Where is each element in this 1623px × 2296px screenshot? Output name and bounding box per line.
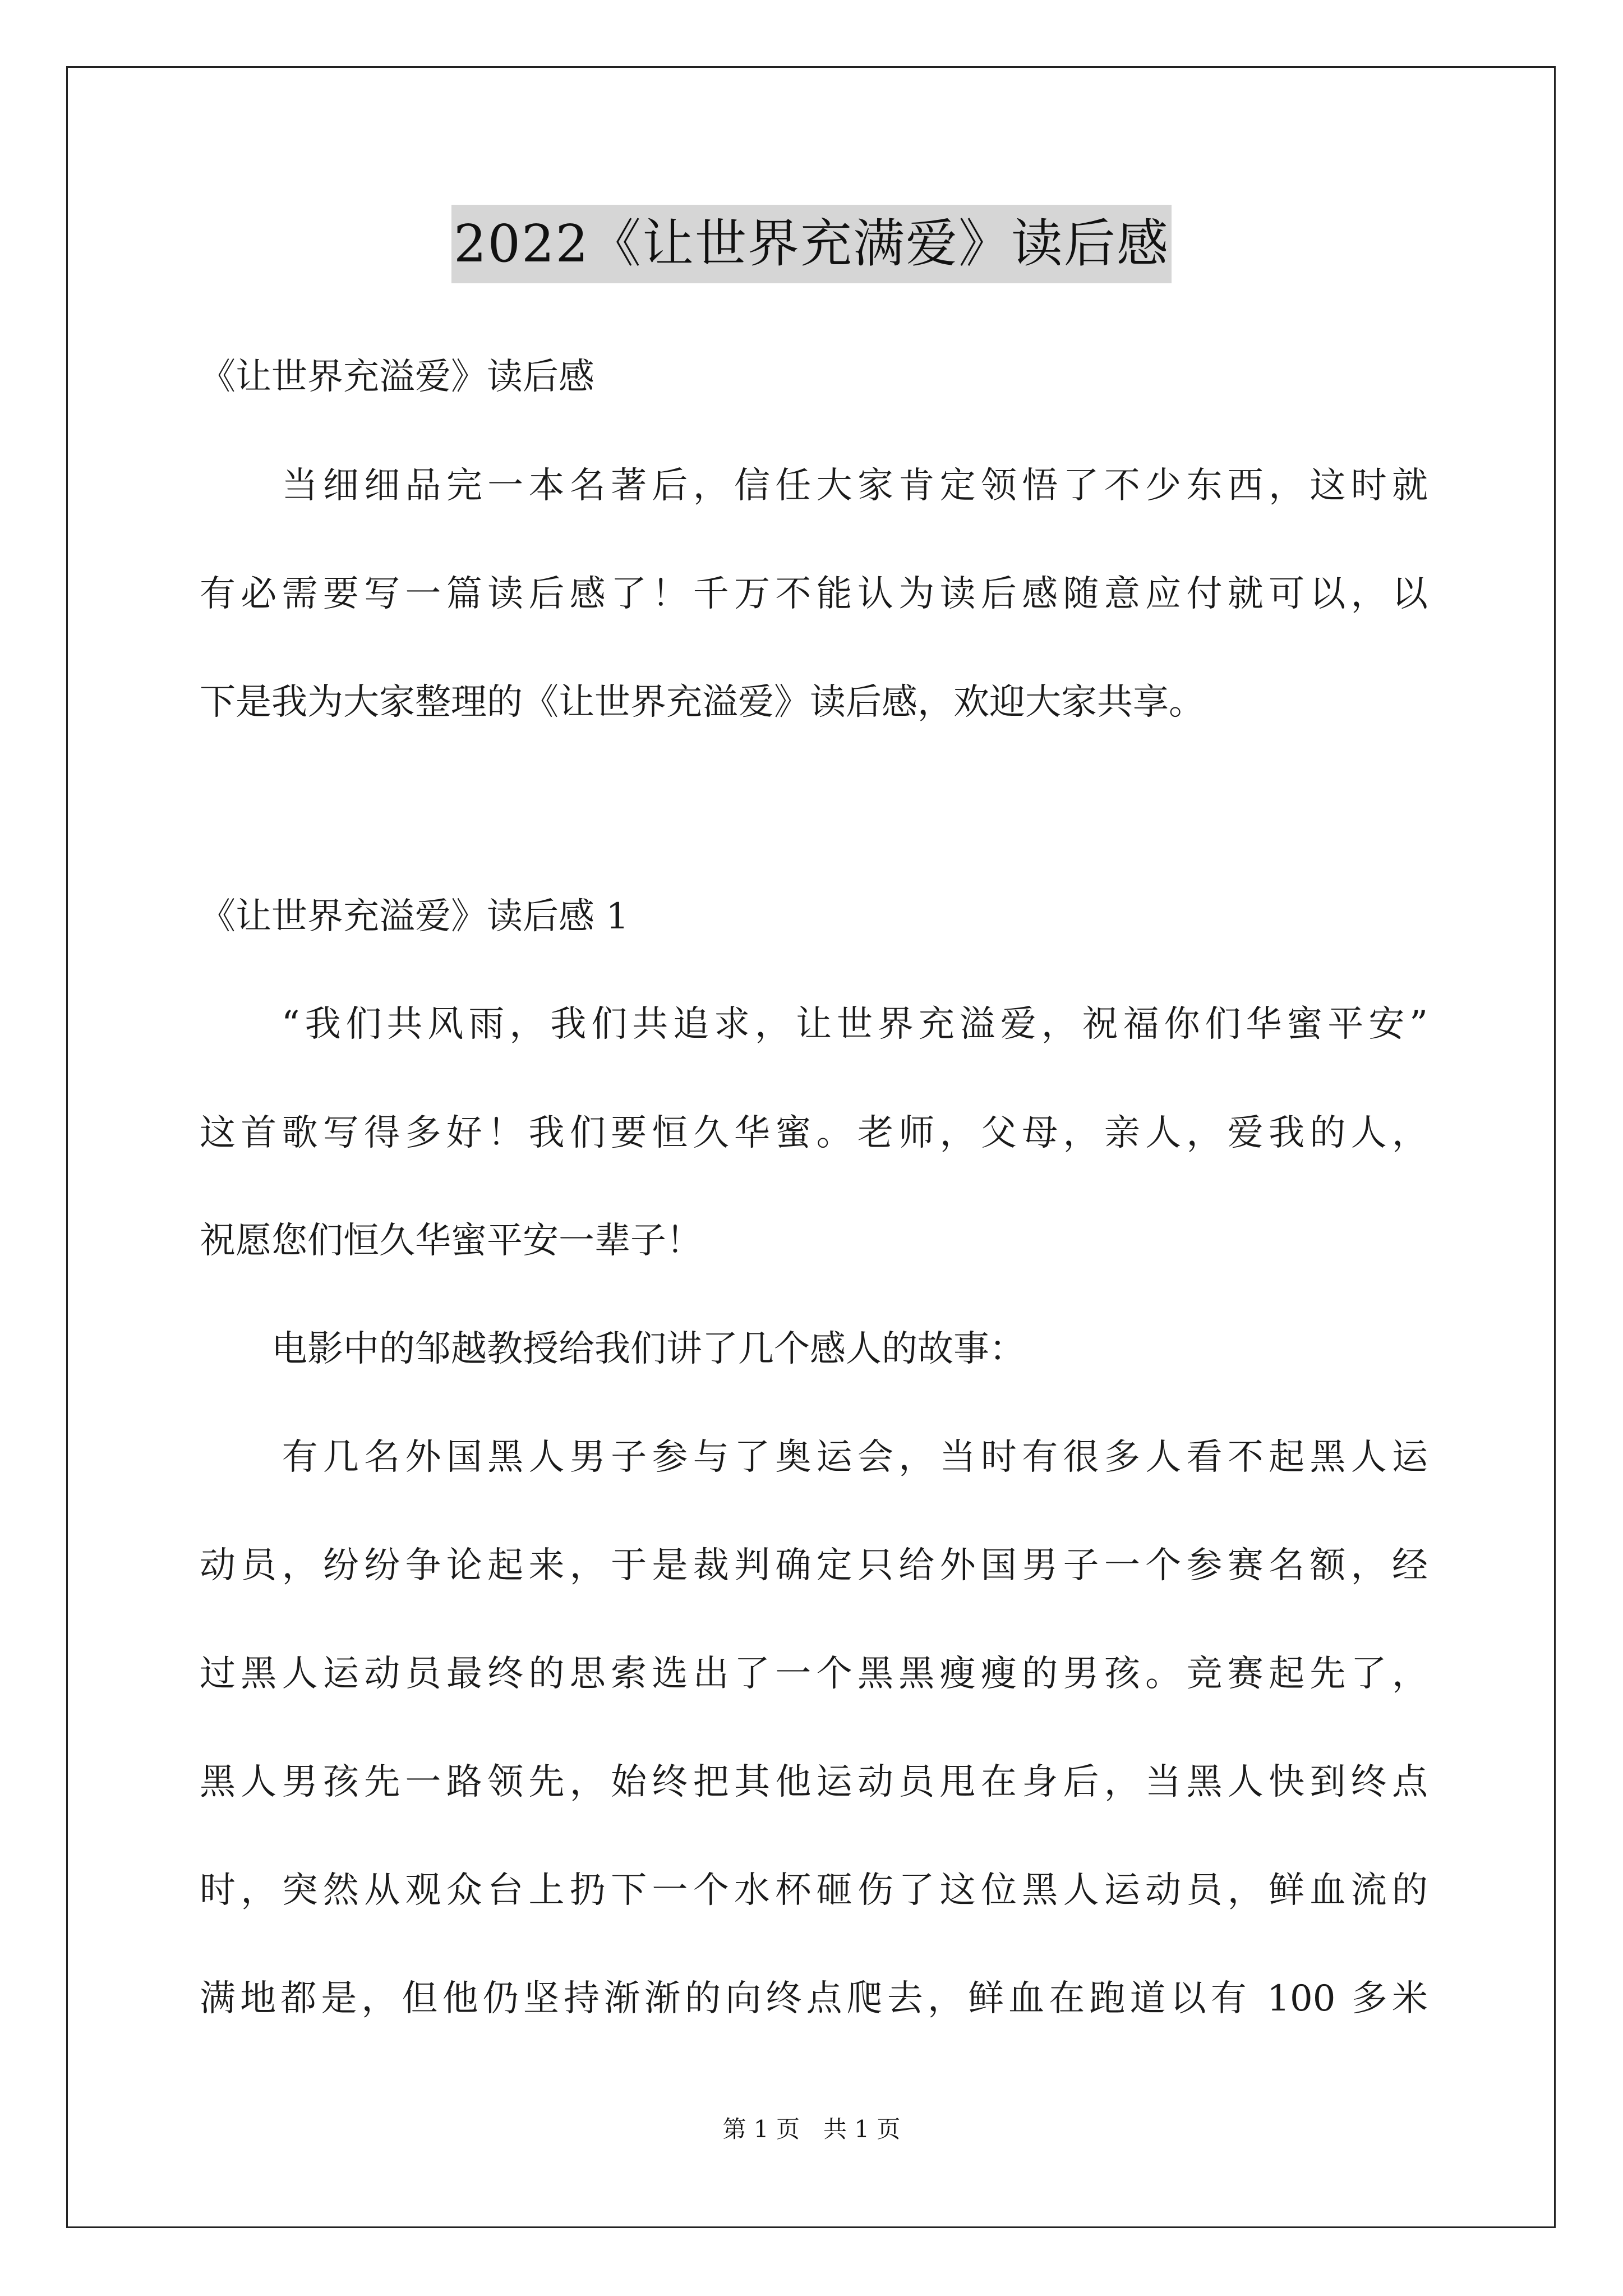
page-footer: 第 1 页 共 1 页 <box>722 2115 901 2143</box>
section-heading: 《让世界充溢爱》读后感 1 <box>200 896 629 937</box>
paragraph-line: 动员，纷纷争论起来，于是裁判确定只给外国男子一个参赛名额，经 <box>200 1545 1428 1586</box>
title-container <box>0 205 1623 283</box>
subtitle: 《让世界充溢爱》读后感 <box>200 356 594 398</box>
intro-line: 有必需要写一篇读后感了！千万不能认为读后感随意应付就可以，以 <box>200 573 1428 615</box>
paragraph-line: 满地都是，但他仍坚持渐渐的向终点爬去，鲜血在跑道以有 100 多米 <box>200 1978 1428 2019</box>
intro-line: 下是我为大家整理的《让世界充溢爱》读后感，欢迎大家共享。 <box>200 682 1205 723</box>
paragraph-line: 黑人男孩先一路领先，始终把其他运动员甩在身后，当黑人快到终点 <box>200 1761 1428 1803</box>
paragraph-line: 祝愿您们恒久华蜜平安一辈子！ <box>200 1220 702 1262</box>
paragraph-line: 这首歌写得多好！我们要恒久华蜜。老师，父母，亲人，爱我的人， <box>200 1112 1428 1154</box>
paragraph-line: 过黑人运动员最终的思索选出了一个黑黑瘦瘦的男孩。竞赛起先了， <box>200 1653 1428 1695</box>
document-title: 2022《让世界充满爱》读后感 <box>451 205 1172 283</box>
paragraph-line: “我们共风雨，我们共追求，让世界充溢爱，祝福你们华蜜平安” <box>200 1004 1428 1045</box>
paragraph-line: 电影中的邹越教授给我们讲了几个感人的故事： <box>200 1328 1025 1370</box>
paragraph-line: 有几名外国黑人男子参与了奥运会，当时有很多人看不起黑人运 <box>200 1437 1428 1478</box>
paragraph-line: 时，突然从观众台上扔下一个水杯砸伤了这位黑人运动员，鲜血流的 <box>200 1870 1428 1911</box>
intro-line: 当细细品完一本名著后，信任大家肯定领悟了不少东西，这时就 <box>200 465 1428 507</box>
